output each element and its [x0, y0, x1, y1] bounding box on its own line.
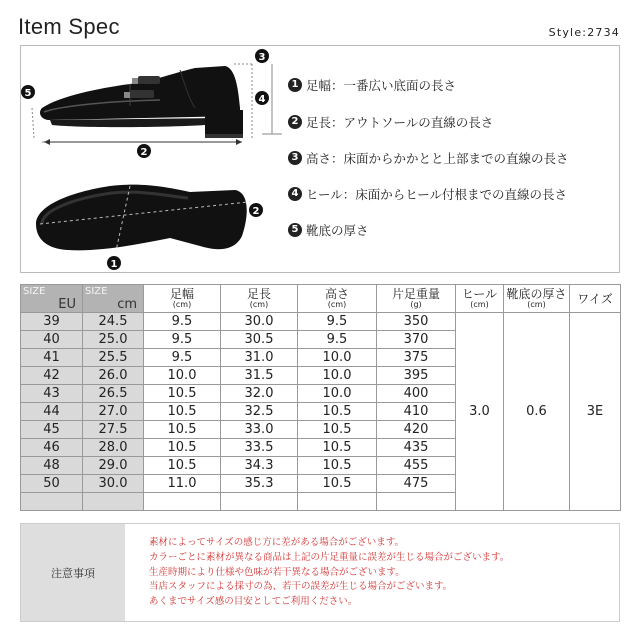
- description-text: 足長：アウトソールの直線の長さ: [306, 115, 494, 130]
- cell-eu: 46: [21, 439, 83, 457]
- table-cell: 32.0: [221, 385, 298, 403]
- table-cell: 10.5: [298, 457, 377, 475]
- marker-5: [21, 85, 35, 99]
- header-size-eu: SIZE EU: [21, 285, 83, 313]
- header-sole: 靴底の厚さ (cm): [504, 285, 570, 313]
- number-badge: 5: [288, 223, 302, 237]
- table-cell: [144, 493, 221, 511]
- table-cell: 10.0: [298, 349, 377, 367]
- svg-text:3: 3: [258, 52, 266, 63]
- note-line: あくまでサイズ感の目安としてご利用ください。: [149, 596, 358, 608]
- description-text: ヒール：床面からヒール付根までの直線の長さ: [306, 187, 568, 202]
- number-badge: 4: [288, 187, 302, 201]
- table-cell: 9.5: [144, 313, 221, 331]
- cell-cm: 27.0: [83, 403, 144, 421]
- shoe-diagram: [20, 46, 300, 271]
- description-3: [288, 149, 569, 167]
- note-line: 生産時期により仕様や色味が若干異なる場合がございます。: [149, 566, 405, 578]
- header-foot-width: 足幅 (cm): [144, 285, 221, 313]
- cell-eu: 50: [21, 475, 83, 493]
- cell-sole: 0.6: [504, 313, 570, 511]
- table-cell: [377, 493, 456, 511]
- notes-box: [20, 523, 620, 622]
- cell-eu: 42: [21, 367, 83, 385]
- size-table: [20, 284, 621, 511]
- table-cell: 400: [377, 385, 456, 403]
- table-cell: 10.5: [298, 403, 377, 421]
- shoe-side-view: [40, 66, 243, 138]
- marker-2-side: [137, 144, 151, 158]
- marker-2-sole: [249, 203, 263, 217]
- cell-eu: 39: [21, 313, 83, 331]
- table-cell: 11.0: [144, 475, 221, 493]
- description-5: [288, 221, 369, 239]
- table-cell: 10.0: [298, 385, 377, 403]
- shoe-sole-view: [36, 185, 248, 251]
- description-1: [288, 76, 456, 94]
- table-cell: 9.5: [144, 349, 221, 367]
- table-cell: [298, 493, 377, 511]
- note-line: カラーごとに素材が異なる商品は上記の片足重量に誤差が生じる場合がございます。: [149, 551, 510, 563]
- svg-text:4: 4: [258, 94, 266, 105]
- header-width: ワイズ: [570, 285, 621, 313]
- table-cell: 9.5: [298, 331, 377, 349]
- svg-text:2: 2: [140, 147, 148, 158]
- description-text: 高さ：床面からかかとと上部までの直線の長さ: [306, 151, 569, 166]
- cell-eu: [21, 493, 83, 511]
- table-cell: 350: [377, 313, 456, 331]
- header-height: 高さ (cm): [298, 285, 377, 313]
- table-cell: 9.5: [144, 331, 221, 349]
- svg-text:2: 2: [252, 206, 260, 217]
- table-cell: 35.3: [221, 475, 298, 493]
- table-cell: 395: [377, 367, 456, 385]
- description-4: [288, 185, 567, 203]
- svg-text:5: 5: [24, 88, 32, 99]
- cell-eu: 43: [21, 385, 83, 403]
- header-size-cm: SIZE cm: [83, 285, 144, 313]
- marker-3: [255, 49, 269, 63]
- table-cell: 10.0: [298, 367, 377, 385]
- table-cell: 31.5: [221, 367, 298, 385]
- table-cell: 475: [377, 475, 456, 493]
- table-cell: 34.3: [221, 457, 298, 475]
- table-cell: 10.5: [298, 439, 377, 457]
- header-weight: 片足重量 (g): [377, 285, 456, 313]
- table-cell: 10.5: [298, 475, 377, 493]
- cell-cm: 29.0: [83, 457, 144, 475]
- svg-text:1: 1: [110, 259, 118, 270]
- marker-4: [255, 91, 269, 105]
- table-cell: 410: [377, 403, 456, 421]
- table-cell: [221, 493, 298, 511]
- table-cell: 370: [377, 331, 456, 349]
- table-cell: 30.0: [221, 313, 298, 331]
- notes-label: 注意事項: [21, 524, 125, 621]
- table-cell: 420: [377, 421, 456, 439]
- cell-cm: 25.5: [83, 349, 144, 367]
- description-text: 靴底の厚さ: [306, 223, 369, 238]
- table-cell: 435: [377, 439, 456, 457]
- table-cell: 9.5: [298, 313, 377, 331]
- description-text: 足幅：一番広い底面の長さ: [306, 78, 457, 93]
- cell-width: 3E: [570, 313, 621, 511]
- cell-cm: 30.0: [83, 475, 144, 493]
- cell-heel: 3.0: [456, 313, 504, 511]
- cell-cm: 24.5: [83, 313, 144, 331]
- table-cell: 10.5: [298, 421, 377, 439]
- cell-cm: [83, 493, 144, 511]
- description-2: [288, 113, 493, 131]
- table-cell: 10.5: [144, 385, 221, 403]
- table-cell: 32.5: [221, 403, 298, 421]
- cell-cm: 25.0: [83, 331, 144, 349]
- note-line: 当店スタッフによる採寸の為、若干の誤差が生じる場合がございます。: [149, 581, 453, 593]
- table-cell: 455: [377, 457, 456, 475]
- number-badge: 1: [288, 78, 302, 92]
- cell-eu: 40: [21, 331, 83, 349]
- table-cell: 10.5: [144, 421, 221, 439]
- marker-1: [107, 256, 121, 270]
- table-cell: 375: [377, 349, 456, 367]
- table-cell: 30.5: [221, 331, 298, 349]
- table-cell: 33.0: [221, 421, 298, 439]
- style-code: Style:2734: [548, 26, 620, 39]
- header-heel: ヒール (cm): [456, 285, 504, 313]
- table-cell: 10.5: [144, 403, 221, 421]
- cell-eu: 48: [21, 457, 83, 475]
- table-cell: 31.0: [221, 349, 298, 367]
- table-cell: 10.0: [144, 367, 221, 385]
- cell-cm: 26.5: [83, 385, 144, 403]
- header-foot-length: 足長 (cm): [221, 285, 298, 313]
- cell-eu: 41: [21, 349, 83, 367]
- cell-cm: 27.5: [83, 421, 144, 439]
- number-badge: 3: [288, 151, 302, 165]
- cell-cm: 28.0: [83, 439, 144, 457]
- cell-eu: 45: [21, 421, 83, 439]
- note-line: 素材によってサイズの感じ方に差がある場合がございます。: [149, 537, 404, 548]
- table-cell: 33.5: [221, 439, 298, 457]
- notes-body: [125, 524, 509, 621]
- cell-cm: 26.0: [83, 367, 144, 385]
- number-badge: 2: [288, 115, 302, 129]
- table-cell: 10.5: [144, 457, 221, 475]
- page-title: Item Spec: [18, 14, 120, 39]
- cell-eu: 44: [21, 403, 83, 421]
- table-row: [21, 313, 621, 331]
- table-cell: 10.5: [144, 439, 221, 457]
